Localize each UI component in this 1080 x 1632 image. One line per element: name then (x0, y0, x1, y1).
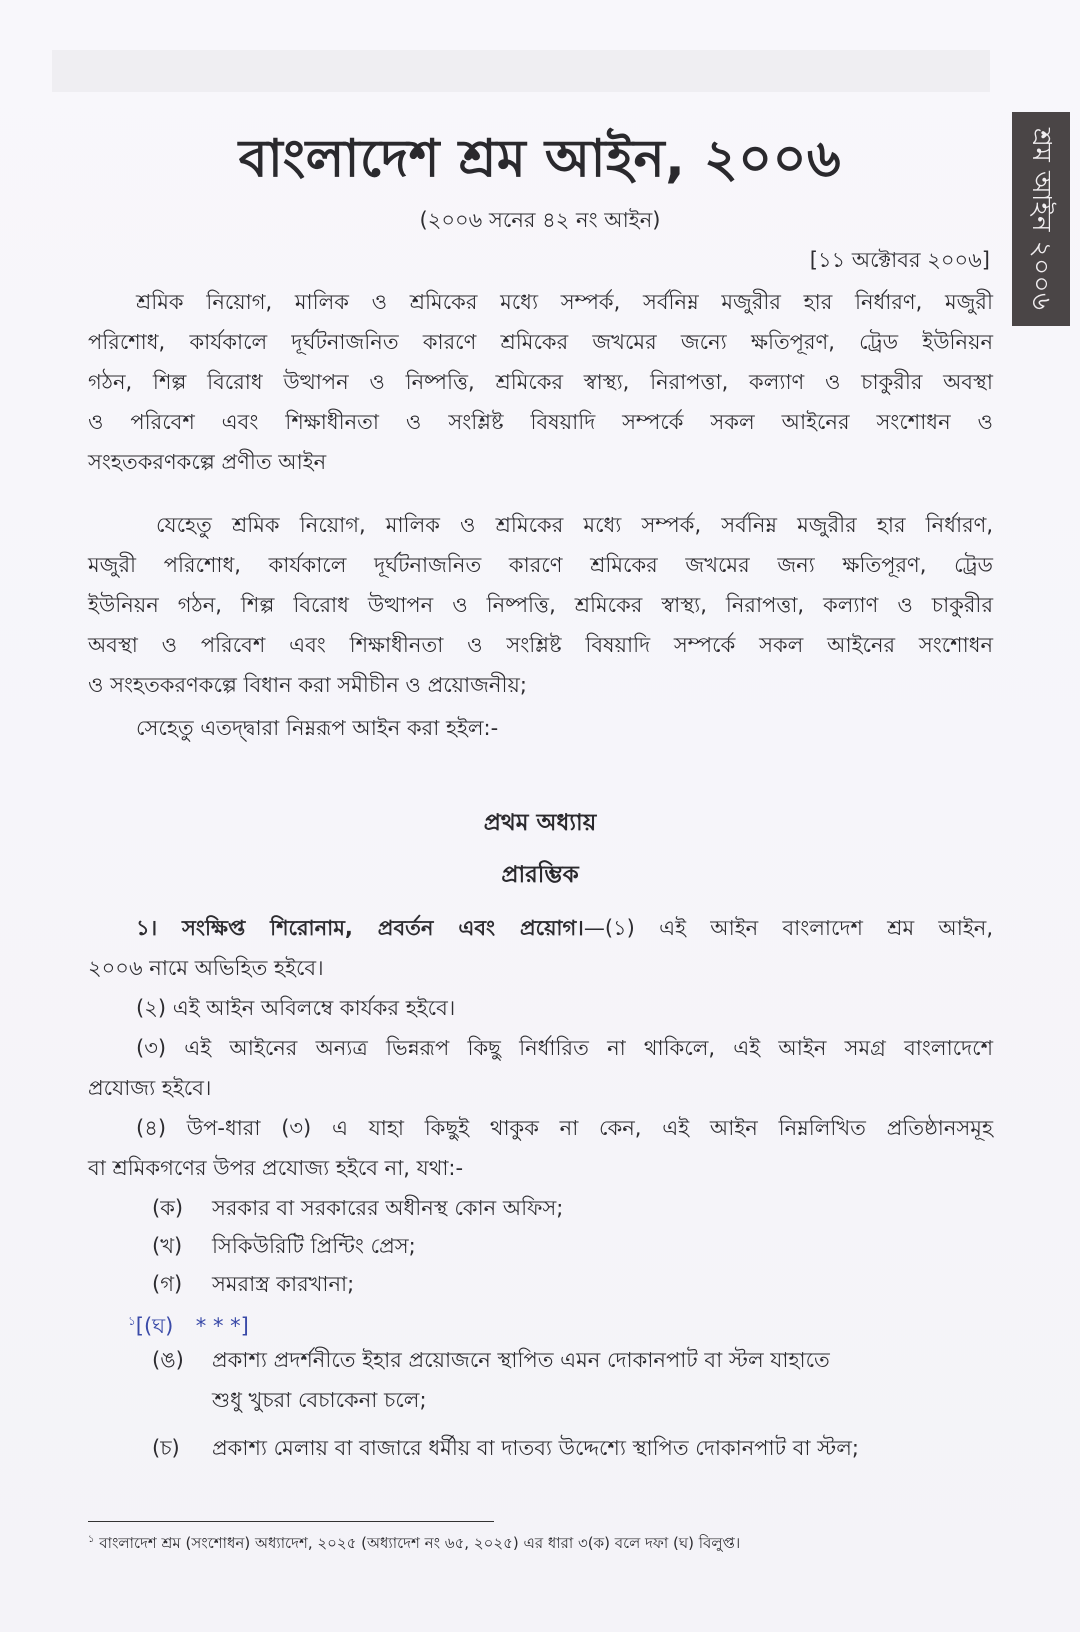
document-title: বাংলাদেশ শ্রম আইন, ২০০৬ (238, 129, 842, 189)
clause-text: প্রকাশ্য মেলায় বা বাজারে ধর্মীয় বা দাতব্য উদ্দেশ্যে স্থাপিত দোকানপাট বা স্টল; (212, 1436, 859, 1460)
clause-text: সমরাস্ত্র কারখানা; (212, 1272, 355, 1296)
clause-text: প্রকাশ্য প্রদর্শনীতে ইহার প্রয়োজনে স্থাপিত এমন দোকানপাট বা স্টল যাহাতে (212, 1348, 830, 1372)
clause-ga (152, 1264, 354, 1304)
clause-label: (খ) (152, 1234, 183, 1258)
clause-ka (152, 1188, 563, 1228)
section-1 (88, 908, 993, 1188)
long-title-line: পরিশোধ, কার্যকালে দূর্ঘটনাজনিত কারণে শ্রমিকের জখমের জন্যে ক্ষতিপূরণ, ট্রেড ইউনিয়ন (88, 330, 993, 354)
section-1-sub2: (২) এই আইন অবিলম্বে কার্যকর হইবে। (136, 996, 456, 1020)
chapter-title: প্রারম্ভিক (501, 862, 579, 888)
clause-text: সরকার বা সরকারের অধীনস্থ কোন অফিস; (212, 1196, 564, 1220)
section-1-sub1-line-2: ২০০৬ নামে অভিহিত হইবে। (88, 956, 324, 980)
clause-text: শুধু খুচরা বেচাকেনা চলে; (212, 1388, 427, 1412)
enactment-date: [১১ অক্টোবর ২০০৬] (809, 248, 990, 272)
clause-uma (152, 1340, 830, 1380)
footnote-marker[interactable]: ১ (128, 1314, 136, 1328)
clause-label: (ঙ) (152, 1348, 184, 1372)
clause-label: (ক) (152, 1196, 184, 1220)
enacting-clause-block (88, 708, 993, 748)
clause-label: (গ) (152, 1272, 183, 1296)
clause-text: সিকিউরিটি প্রিন্টিং প্রেস; (212, 1234, 416, 1258)
enacting-clause: সেহেতু এতদ্দ্বারা নিম্নরূপ আইন করা হইল:- (136, 716, 499, 740)
clause-label: [(ঘ) (135, 1314, 174, 1338)
side-tab-label: শ্রম আইন ২০০৬ (1026, 127, 1056, 311)
long-title (88, 282, 993, 482)
page-bleed-through-strip (52, 50, 990, 92)
footnote-divider (88, 1521, 494, 1522)
section-1-sub3-line-1: (৩) এই আইনের অন্যত্র ভিন্নরূপ কিছু নির্ধারিত না থাকিলে, এই আইন সমগ্র বাংলাদেশে (136, 1036, 993, 1060)
preamble-line: অবস্থা ও পরিবেশ এবং শিক্ষাধীনতা ও সংশ্লিষ্ট বিষয়াদি সম্পর্কে সকল আইনের সংশোধন (88, 633, 993, 657)
clause-kha (152, 1226, 416, 1266)
clause-label: (চ) (152, 1436, 180, 1460)
section-1-heading: ১। সংক্ষিপ্ত শিরোনাম, প্রবর্তন এবং প্রয়োগ। (136, 916, 584, 940)
long-title-line: শ্রমিক নিয়োগ, মালিক ও শ্রমিকের মধ্যে সম্পর্ক, সর্বনিম্ন মজুরীর হার নির্ধারণ, মজুরী (136, 290, 993, 314)
clause-uma-continuation (212, 1380, 427, 1420)
footnote-number: ১ (88, 1534, 95, 1545)
long-title-line: গঠন, শিল্প বিরোধ উত্থাপন ও নিষ্পত্তি, শ্রমিকের স্বাস্থ্য, নিরাপত্তা, কল্যাণ ও চাকুরীর অবস্থা (88, 370, 993, 394)
act-number: (২০০৬ সনের ৪২ নং আইন) (419, 208, 661, 232)
clause-cha (152, 1428, 859, 1468)
section-1-line-1 (88, 908, 993, 948)
section-1-sub4-line-2: বা শ্রমিকগণের উপর প্রযোজ্য হইবে না, যথা:- (88, 1156, 464, 1180)
preamble-line: ইউনিয়ন গঠন, শিল্প বিরোধ উত্থাপন ও নিষ্পত্তি, শ্রমিকের স্বাস্থ্য, নিরাপত্তা, কল্যাণ ও চাকুরীর (88, 593, 993, 617)
preamble (88, 505, 993, 705)
section-1-sub3-line-2: প্রযোজ্য হইবে। (88, 1076, 212, 1100)
footnote (88, 1532, 740, 1557)
chapter-heading: প্রথম অধ্যায় (483, 810, 597, 836)
long-title-line: সংহতকরণকল্পে প্রণীত আইন (88, 450, 327, 474)
long-title-line: ও পরিবেশ এবং শিক্ষাধীনতা ও সংশ্লিষ্ট বিষয়াদি সম্পর্কে সকল আইনের সংশোধন ও (88, 410, 993, 434)
section-1-sub1-text: —(১) এই আইন বাংলাদেশ শ্রম আইন, (583, 916, 993, 940)
omitted-marker: * * *] (195, 1314, 249, 1338)
preamble-line: মজুরী পরিশোধ, কার্যকালে দূর্ঘটনাজনিত কারণে শ্রমিকের জখমের জন্য ক্ষতিপূরণ, ট্রেড (88, 553, 993, 577)
preamble-line: ও সংহতকরণকল্পে বিধান করা সমীচীন ও প্রয়োজনীয়; (88, 673, 527, 697)
footnote-text: বাংলাদেশ শ্রম (সংশোধন) অধ্যাদেশ, ২০২৫ (অধ্যাদেশ নং ৬৫, ২০২৫) এর ধারা ৩(ক) বলে দফা (ঘ) বিলুপ্ত। (99, 1534, 741, 1552)
section-1-sub4-line-1: (৪) উপ-ধারা (৩) এ যাহা কিছুই থাকুক না কেন, এই আইন নিম্নলিখিত প্রতিষ্ঠানসমূহ (136, 1116, 993, 1140)
preamble-line: যেহেতু শ্রমিক নিয়োগ, মালিক ও শ্রমিকের মধ্যে সম্পর্ক, সর্বনিম্ন মজুরীর হার নির্ধারণ, (156, 513, 993, 537)
